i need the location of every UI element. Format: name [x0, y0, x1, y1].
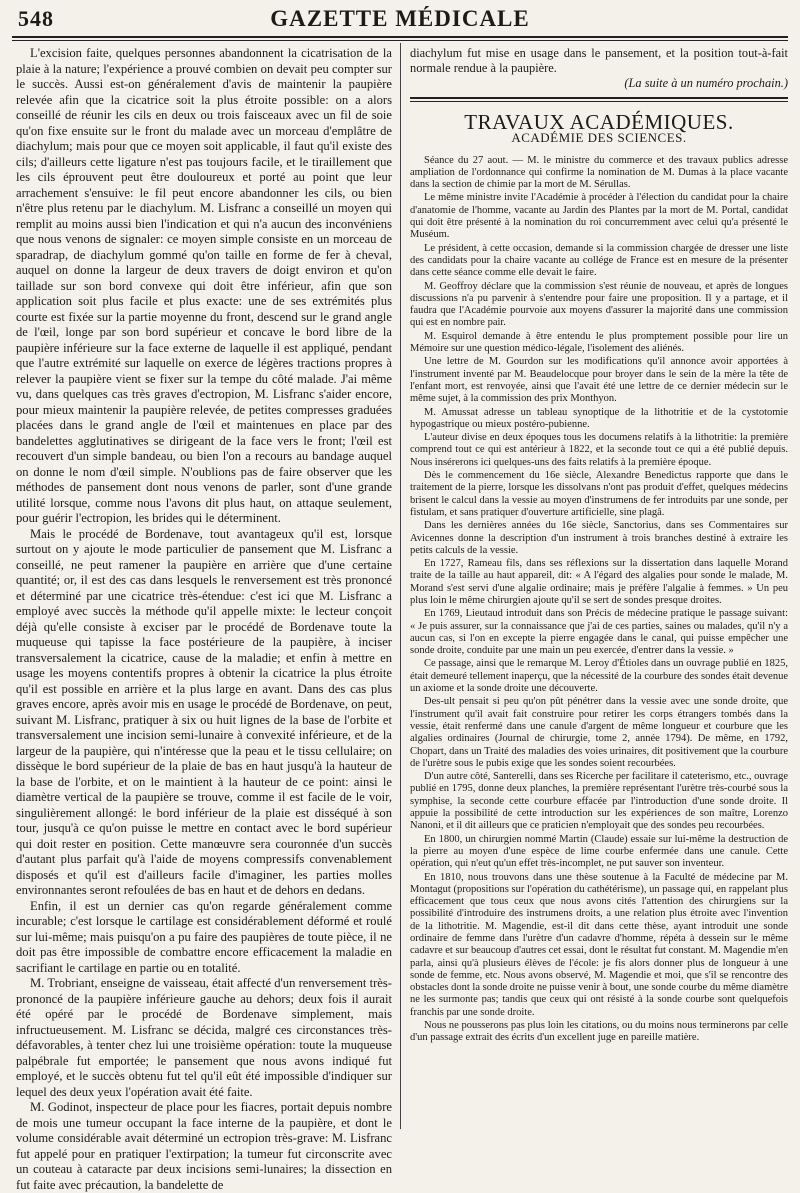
- paragraph: Nous ne pousserons pas plus loin les citations, ou du moins nous terminerons par celle d'un passage extrait des écrits d'un excellent juge en pareille matière.: [410, 1020, 788, 1044]
- paragraph: Dès le commencement du 16e siècle, Alexandre Benedictus rapporte que dans le traitement de la pierre, lorsque les dissolvans n'ont pas produit d'effet, quelques médecins brisent le calcul dans la vessie au moyen d'instrumens de fer introduits par une sonde, per fistulam, et sans pratiquer d'ouverture artificielle, sine plagâ.: [410, 470, 788, 518]
- section-title: TRAVAUX ACADÉMIQUES.: [464, 110, 734, 134]
- paragraph: Le même ministre invite l'Académie à procéder à l'élection du candidat pour la chaire d'anatomie de l'homme, vacante au Jardin des Plantes par la mort de M. Portal, candidat qui doit être présenté à la nomination du roi concurremment avec celui qu'a présenté le Muséum.: [410, 192, 788, 241]
- paragraph: En 1800, un chirurgien nommé Martin (Claude) essaie sur lui-même la destruction de la pierre au moyen d'une espèce de lime courbe enfermée dans une canule. Cette opération, qui n'eut qu'un effet très-incomplet, ne put sauver son inventeur.: [410, 833, 788, 870]
- paragraph: Une lettre de M. Gourdon sur les modifications qu'il annonce avoir apportées à l'instrument inventé par M. Beaudelocque pour broyer dans le sein de la mère la tête de l'enfant mort, est renvoyée, ainsi que l'avait été une lettre de ce dernier médecin sur le même sujet, à la commission des prix Monthyon.: [410, 356, 788, 405]
- to-be-continued-note: (La suite à un numéro prochain.): [624, 76, 788, 90]
- header-rule: [12, 36, 788, 38]
- journal-title: GAZETTE MÉDICALE: [270, 6, 530, 31]
- paragraph: Dans les dernières années du 16e siècle, Sanctorius, dans ses Commentaires sur Avicennes donne la description d'un instrument à trois branches destiné à extraire les petits calculs de la vessie.: [410, 520, 788, 556]
- paragraph: M. Geoffroy déclare que la commission s'est réunie de nouveau, et après de longues discussions n'a pu parvenir à s'entendre pour faire une proposition. Il y a partage, et il faudra que l'Académie pourvoie aux moyens d'assurer la majorité dans une commission qui est en nombre pair.: [410, 280, 788, 329]
- paragraph: M. Amussat adresse un tableau synoptique de la lithotritie et de la cystotomie hypogastrique ou mieux postéro-pubienne.: [410, 406, 788, 430]
- paragraph: D'un autre côté, Santerelli, dans ses Ricerche per facilitare il cateterismo, etc., ouvrage publié en 1795, donne deux planches, la première représentant l'urètre très-courbé sous la symphise, la seconde cette courbure effacée par l'introduction d'une sonde droite. Il appuie la possibilité de cette introduction sur les expériences de son maître, Lorenzo Nanoni, et il dit ailleurs que ce praticien n'employait que des sondes peu recourbées.: [410, 771, 788, 832]
- paragraph: Des-ult pensait si peu qu'on pût pénétrer dans la vessie avec une sonde droite, que l'instrument qu'il avait fait construire pour retirer les corps étrangers tombés dans la vessie, était renfermé dans une canule d'argent de même longueur et courbure que les algalies ordinaires (Journal de chirurgie, tome 2, année 1794). De même, en 1792, Chopart, dans un Traité des maladies des voies urinaires, dit positivement que la courbure de l'urètre sous le pubis exige que les sondes soient recourbées.: [410, 696, 788, 769]
- paragraph: L'auteur divise en deux époques tous les documens relatifs à la lithotritie: la première comprend tout ce qui est antérieur à 1822, et la seconde tout ce qui a été publié depuis. Nous insérerons ici quelques-uns des faits relatifs à la première époque.: [410, 432, 788, 468]
- paragraph: En 1727, Rameau fils, dans ses réflexions sur la dissertation dans laquelle Morand traite de la taille au haut appareil, dit: « A l'égard des algalies pour sonde le malade, M. Morand s'est servi d'une algalie ordinaire; mais je préfère l'algalie à femmes. » Un peu plus loin le même chirurgien ajoute qu'il se sert de sondes presque droites.: [410, 558, 788, 606]
- paragraph: M. Trobriant, enseigne de vaisseau, était affecté d'un renversement très-prononcé de la paupière inférieure gauche au dehors; deux fois il aurait été opéré par le procédé de Bordenave simplement, mais infructueusement. M. Lisfranc se décida, malgré ces circonstances très-défavorables, à tenter chez lui une troisième opération: toute la muqueuse palpébrale fut emportée; le pansement que nous avons indiqué fut employé, et le succès obtenu fut tel qu'il eût été impossible d'indiquer sur lequel des deux yeux l'opération avait été faite.: [16, 976, 392, 1099]
- paragraph: Mais le procédé de Bordenave, tout avantageux qu'il est, lorsque surtout on y ajoute le mode particulier de pansement que M. Lisfranc a conseillé, ne peut ramener la paupière en arrière que d'une certaine quantité; or, il est des cas dans lesquels le renversement est très prononcé et déterminé par une cicatrice très-étendue: c'est ici que M. Lisfranc a employé avec succès la méthode qu'il appelle mixte: le lecteur conçoit déjà qu'elle consiste à exciser par le procédé de Bordenave toute la muqueuse qui tapisse la face postérieure de la paupière, à inciser transversalement la cicatrice, cause de la maladie; et enfin à mettre en usage les moyens contentifs propres à obtenir la cicatrice la plus étroite qu'il est possible en arrière et la plus large en avant. Dans des cas plus graves encore, après avoir mis en usage le procédé de Bordenave, on peut, suivant M. Lisfranc, pratiquer à six ou huit lignes de la base de l'orbite et transversalement une incision semi-lunaire à convexité inférieure, et de la largeur de la paupière, qui n'intéresse que la peau et le tissu cellulaire; on dissèque le bord supérieur de la plaie de bas en haut jusqu'à la hauteur de la base de l'orbite, et on le maintient à la hauteur de ce point: ainsi le diamètre vertical de la paupière se trouve, comme il est facile de le voir, singulièrement allongé: le bord inférieur de la plaie est disséqué à son tour, jusqu'à ce qu'on puisse le mettre en contact avec le bord supérieur qui doit rester en position. Cette manœuvre sera couronnée d'un succès d'autant plus parfait qu'à l'aide de moyens compressifs convenablement disposés et qu'il est d'ailleurs facile d'imaginer, les parties molles environnantes seront refoulées de bas en haut et de dehors en dedans.: [16, 526, 392, 897]
- paragraph: Le président, à cette occasion, demande si la commission chargée de dresser une liste des candidats pour la chaire vacante au collége de France est en mesure de la présenter dans cette séance comme elle devait le faire.: [410, 242, 788, 279]
- header-rule-thin: [12, 40, 788, 41]
- page-number: 548: [18, 6, 54, 31]
- right-column: [410, 46, 788, 1132]
- section-subtitle: ACADÉMIE DES SCIENCES.: [511, 130, 687, 146]
- paragraph: M. Esquirol demande à être entendu le plus promptement possible pour lire un Mémoire sur une question médico-légale, l'isolement des aliénés.: [410, 330, 788, 355]
- paragraph: Séance du 27 aout. — M. le ministre du commerce et des travaux publics adresse ampliation de l'ordonnance qui confirme la nomination de M. Dumas à la place vacante dans la section de chimie par la mort de M. Sérullas.: [410, 154, 788, 191]
- paragraph: Enfin, il est un dernier cas qu'on regarde généralement comme incurable; c'est lorsque le cartilage est considérablement déformé et roulé sur lui-même; mais puisqu'on a pu faire des paupières de toute pièce, il ne doit pas être impossible de combattre encore efficacement la maladie en sacrifiant le cartilage en partie ou en totalité.: [16, 898, 392, 975]
- paragraph: Ce passage, ainsi que le remarque M. Leroy d'Étioles dans un ouvrage publié en 1825, était demeuré tellement inaperçu, que la nécessité de la courbure des sondes était devenue un axiome et la sonde droite une découverte.: [410, 658, 788, 695]
- paragraph: En 1810, nous trouvons dans une thèse soutenue à la Faculté de médecine par M. Montagut (propositions sur l'opération du cathétérisme), un passage qui, en rappelant plus efficacement que tous ceux que nous avons cités l'attention des chirurgiens sur la possibilité d'introduire des instrumens droits, a une relation plus étroite avec l'invention de la lithotritie. M. Magendie, est-il dit dans cette thèse, ayant introduit une sonde ordinaire de femme dans l'urètre d'un cadavre d'homme, répéta à dessein sur le même cadavre et sur beaucoup d'autres cet essai, dont le résultat fut constant. M. Magendie m'en parla, ainsi qu'à plusieurs élèves de l'école: je fis alors donner plus de longueur à une sonde de femme, etc. Nous avons observé, M. Magendie et moi, que s'il se rencontre des obstacles dont la sonde droite ne puisse venir à bout, une sonde courbe du même diamètre ne les surmonte pas; tandis que ceux qui ont résisté à la sonde courbe sont quelquefois franchis par une sonde droite.: [410, 871, 788, 1018]
- paragraph: En 1769, Lieutaud introduit dans son Précis de médecine pratique le passage suivant: « Je puis assurer, sur la connaissance que j'ai de ces parties, saines ou malades, qu'il n'y a aucun cas, si l'on en excepte la pierre engagée dans le canal, qui puisse empêcher une sonde droite, conduite par une main un peu exercée, d'entrer dans la vessie. »: [410, 608, 788, 657]
- left-column: [16, 46, 392, 1192]
- continuation-text: diachylum fut mise en usage dans le pansement, et la position tout-à-fait normale rendue à la paupière.: [410, 46, 788, 75]
- paragraph: M. Godinot, inspecteur de place pour les fiacres, portait depuis nombre de mois une tumeur occupant la face interne de la paupière, et dont le volume considérable avait déterminé un ectropion très-grave: M. Lisfranc fut appelé pour en pratiquer l'extirpation; la tumeur fut circonscrite avec un couteau à cataracte par deux incisions semi-lunaires; la dissection en fut faite avec précaution, la bandelette de: [16, 1100, 392, 1192]
- paragraph: L'excision faite, quelques personnes abandonnent la cicatrisation de la plaie à la nature; l'expérience a prouvé combien on devait peu compter sur le succès. Aussi est-on généralement d'avis de maintenir la paupière relevée afin que la cicatrice soit la plus étroite possible: on a alors conseillé de réunir les cils en deux ou trois faisceaux avec un fil de soie qu'on fixe ensuite sur le front du malade avec un morceau d'emplâtre de diachylum; mais pour que ce moyen soit applicable, il faut qu'il existe des cils; d'ailleurs cette ligature n'est pas toujours facile, et le tiraillement que les cils éprouvent peut être douloureux et porté au point que leur arrachement s'ensuive: le fil peut encore abandonner les cils, ou bien n'être plus retenu par le diachylum. M. Lisfranc a conseillé un moyen qui remplit au moins aussi bien l'indication et qui n'a aucun des inconvéniens que nous venons de signaler: ce moyen simple consiste en un morceau de sparadrap, de diachylum gommé qu'on taille en forme de fer à cheval, auquel on donne la largeur de deux travers de doigt environ et qu'on taillade sur son bord convexe qui doit être inférieur, afin que son application soit plus facile et plus exacte: une de ses extrémités plus courte est fixée sur la partie moyenne du front, descend sur le grand angle de l'œil, longe par son bord supérieur et concave le bord libre de la paupière inférieure sur la face externe de laquelle il est appliqué, pendant que l'autre extrémité sur laquelle on exerce de légères tractions propres à relever la paupière vient se fixer sur la tempe du côté malade. J'ai même vu, dans quelques cas très graves d'ectropion, M. Lisfranc s'aider encore, pour mieux maintenir la paupière relevée, de petites compresses graduées placées dans le grand angle de l'œil et maintenues en place par des bandelettes agglutinatives se dirigeant de la face vers le front; l'œil est recouvert d'un simple bandeau, ou bien l'on a recours au bandage auquel on donne le nom d'œil simple. N'oublions pas de faire observer que les méthodes de pansement dont nous venons de parler, sont d'une grande utilité lorsque, comme nous l'avons dit plus haut, on attaque seulement, pour guérir l'ectropion, les brides qui le déterminent.: [16, 46, 392, 525]
- column-divider: [400, 43, 401, 1129]
- section-rule: [410, 97, 788, 99]
- section-rule-thin: [410, 101, 788, 102]
